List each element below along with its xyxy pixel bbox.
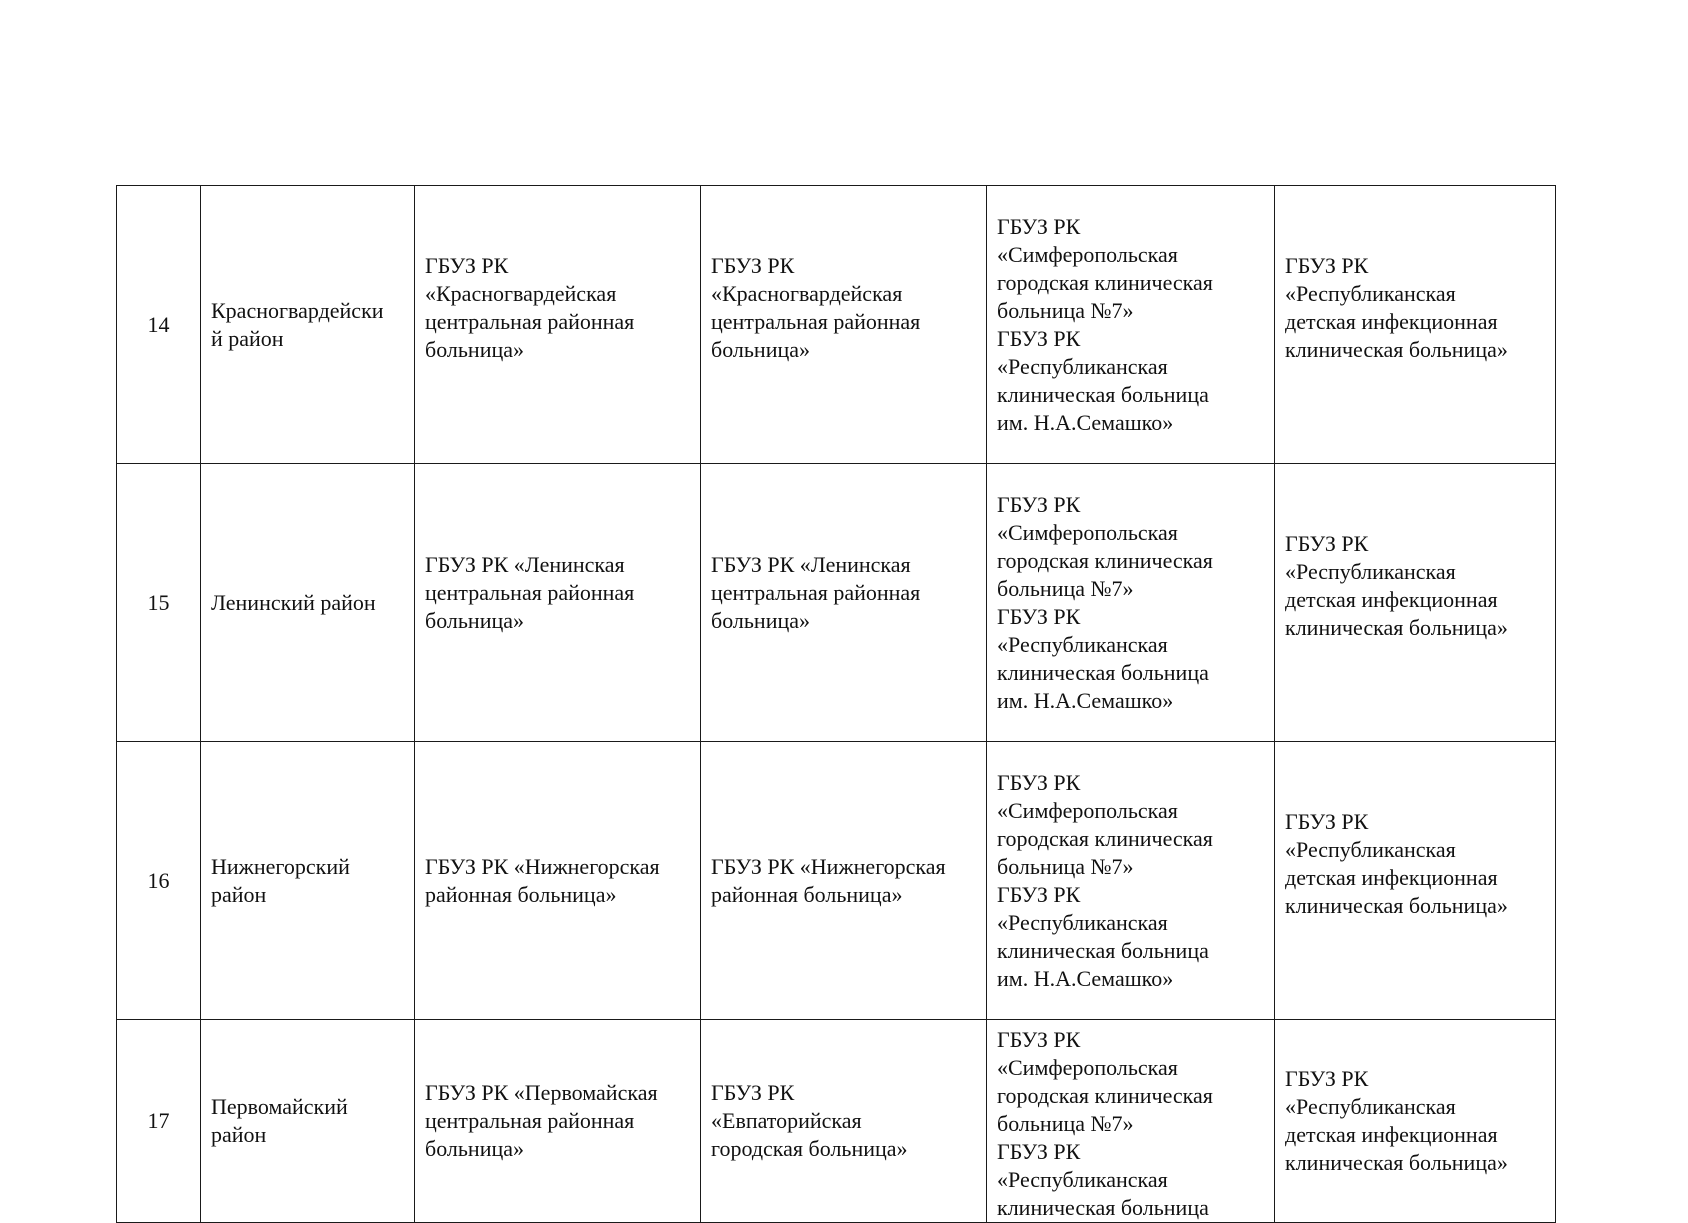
district-cell: Ленинский район bbox=[201, 464, 415, 742]
hospital-cell: ГБУЗ РК «Ленинская центральная районная больница» bbox=[415, 464, 701, 742]
hospital-cell: ГБУЗ РК «Симферопольская городская клиническая больница №7» ГБУЗ РК «Республиканская клиническая больница им. Н.А.Семашко» bbox=[987, 464, 1275, 742]
hospital-cell: ГБУЗ РК «Красногвардейская центральная районная больница» bbox=[701, 186, 987, 464]
hospital-cell: ГБУЗ РК «Симферопольская городская клиническая больница №7» ГБУЗ РК «Республиканская клиническая больница им. Н.А.Семашко» bbox=[987, 186, 1275, 464]
hospital-cell: ГБУЗ РК «Симферопольская городская клиническая больница №7» ГБУЗ РК «Республиканская клиническая больница им. Н.А.Семашко» bbox=[987, 742, 1275, 1020]
hospital-cell: ГБУЗ РК «Первомайская центральная районная больница» bbox=[415, 1020, 701, 1223]
district-cell: Красногвардейски й район bbox=[201, 186, 415, 464]
hospital-cell: ГБУЗ РК «Симферопольская городская клиническая больница №7» ГБУЗ РК «Республиканская клиническая больница bbox=[987, 1020, 1275, 1223]
hospital-cell: ГБУЗ РК «Республиканская детская инфекционная клиническая больница» bbox=[1275, 1020, 1556, 1223]
hospital-cell: ГБУЗ РК «Красногвардейская центральная районная больница» bbox=[415, 186, 701, 464]
hospital-cell: ГБУЗ РК «Республиканская детская инфекционная клиническая больница» bbox=[1275, 464, 1556, 742]
district-cell: Первомайский район bbox=[201, 1020, 415, 1223]
hospital-cell: ГБУЗ РК «Нижнегорская районная больница» bbox=[415, 742, 701, 1020]
row-number-cell: 14 bbox=[117, 186, 201, 464]
district-cell: Нижнегорский район bbox=[201, 742, 415, 1020]
hospital-cell: ГБУЗ РК «Евпаторийская городская больница» bbox=[701, 1020, 987, 1223]
hospital-cell: ГБУЗ РК «Нижнегорская районная больница» bbox=[701, 742, 987, 1020]
row-number-cell: 15 bbox=[117, 464, 201, 742]
table-row bbox=[117, 186, 1556, 464]
table-row bbox=[117, 1020, 1556, 1223]
hospital-cell: ГБУЗ РК «Республиканская детская инфекционная клиническая больница» bbox=[1275, 186, 1556, 464]
row-number-cell: 16 bbox=[117, 742, 201, 1020]
table-row bbox=[117, 464, 1556, 742]
hospital-routing-table bbox=[116, 185, 1556, 1223]
table-row bbox=[117, 742, 1556, 1020]
row-number-cell: 17 bbox=[117, 1020, 201, 1223]
hospital-cell: ГБУЗ РК «Республиканская детская инфекционная клиническая больница» bbox=[1275, 742, 1556, 1020]
hospital-cell: ГБУЗ РК «Ленинская центральная районная больница» bbox=[701, 464, 987, 742]
